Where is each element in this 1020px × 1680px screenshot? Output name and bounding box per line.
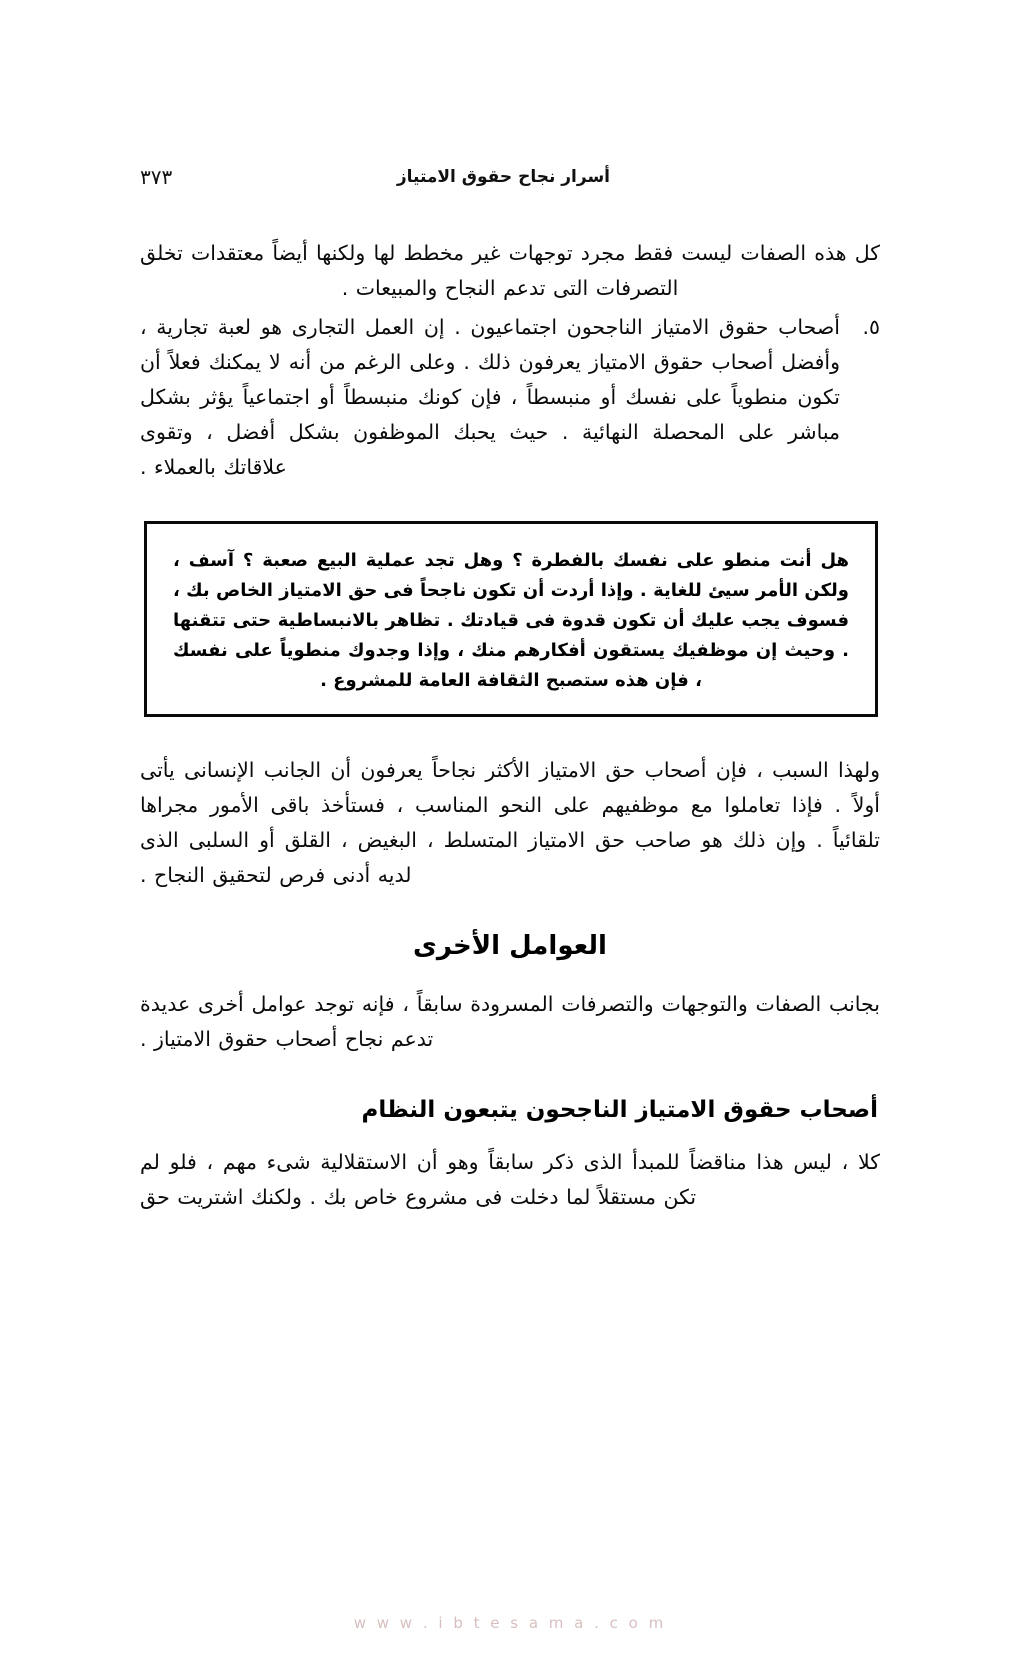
- paragraph-4: كلا ، ليس هذا مناقضاً للمبدأ الذى ذكر سابقاً وهو أن الاستقلالية شىء مهم ، فلو لم تكن مستقلاً لما دخلت فى مشروع خاص بك . ولكنك اشتريت حق: [140, 1150, 880, 1209]
- section-heading: العوامل الأخرى: [413, 931, 607, 961]
- callout-text: هل أنت منطو على نفسك بالفطرة ؟ وهل تجد عملية البيع صعبة ؟ آسف ، ولكن الأمر سيئ للغاية . وإذا أردت أن تكون ناجحاً فى حق الامتياز الخاص بك ، فسوف يجب عليك أن تكون قدوة فى قيادتك . تظاهر بالانبساطية حتى تتقنها . وحيث إن موظفيك يستقون أفكارهم منك ، وإذا وجدوك منطوياً على نفسك ، فإن هذه ستصبح الثقافة العامة للمشروع .: [173, 550, 849, 691]
- list-item-marker: ٥.: [862, 315, 880, 339]
- running-title: أسرار نجاح حقوق الامتياز: [396, 167, 610, 187]
- page-number: ٣٧٣: [140, 165, 173, 189]
- list-item: [140, 310, 880, 485]
- paragraph-1: كل هذه الصفات ليست فقط مجرد توجهات غير مخطط لها ولكنها أيضاً معتقدات تخلق التصرفات التى تدعم النجاح والمبيعات .: [140, 241, 880, 300]
- running-header: [140, 160, 880, 194]
- sub-heading: أصحاب حقوق الامتياز الناجحون يتبعون النظام: [361, 1097, 878, 1123]
- footer-watermark: w w w . i b t e s a m a . c o m: [353, 1614, 667, 1632]
- paragraph-3: بجانب الصفات والتوجهات والتصرفات المسرودة سابقاً ، فإنه توجد عوامل أخرى عديدة تدعم نجاح أصحاب حقوق الامتياز .: [140, 992, 880, 1051]
- page-content: [140, 236, 880, 1219]
- box-spacer: [140, 717, 880, 753]
- callout-box: [144, 521, 878, 717]
- list-item-text: أصحاب حقوق الامتياز الناجحون اجتماعيون . إن العمل التجارى هو لعبة تجارية ، وأفضل أصحاب حقوق الامتياز يعرفون ذلك . وعلى الرغم من أنه لا يمكنك فعلاً أن تكون منطوياً على نفسك أو منبسطاً ، فإن كونك منبسطاً أو اجتماعياً يؤثر بشكل مباشر على المحصلة النهائية . حيث يحبك الموظفون بشكل أفضل ، وتقوى علاقاتك بالعملاء .: [140, 315, 840, 479]
- paragraph-2: ولهذا السبب ، فإن أصحاب حق الامتياز الأكثر نجاحاً يعرفون أن الجانب الإنسانى يأتى أولاً . فإذا تعاملوا مع موظفيهم على النحو المناسب ، فستأخذ باقى الأمور مجراها تلقائياً . وإن ذلك هو صاحب حق الامتياز المتسلط ، البغيض ، القلق أو السلبى الذى لديه أدنى فرص لتحقيق النجاح .: [140, 758, 880, 887]
